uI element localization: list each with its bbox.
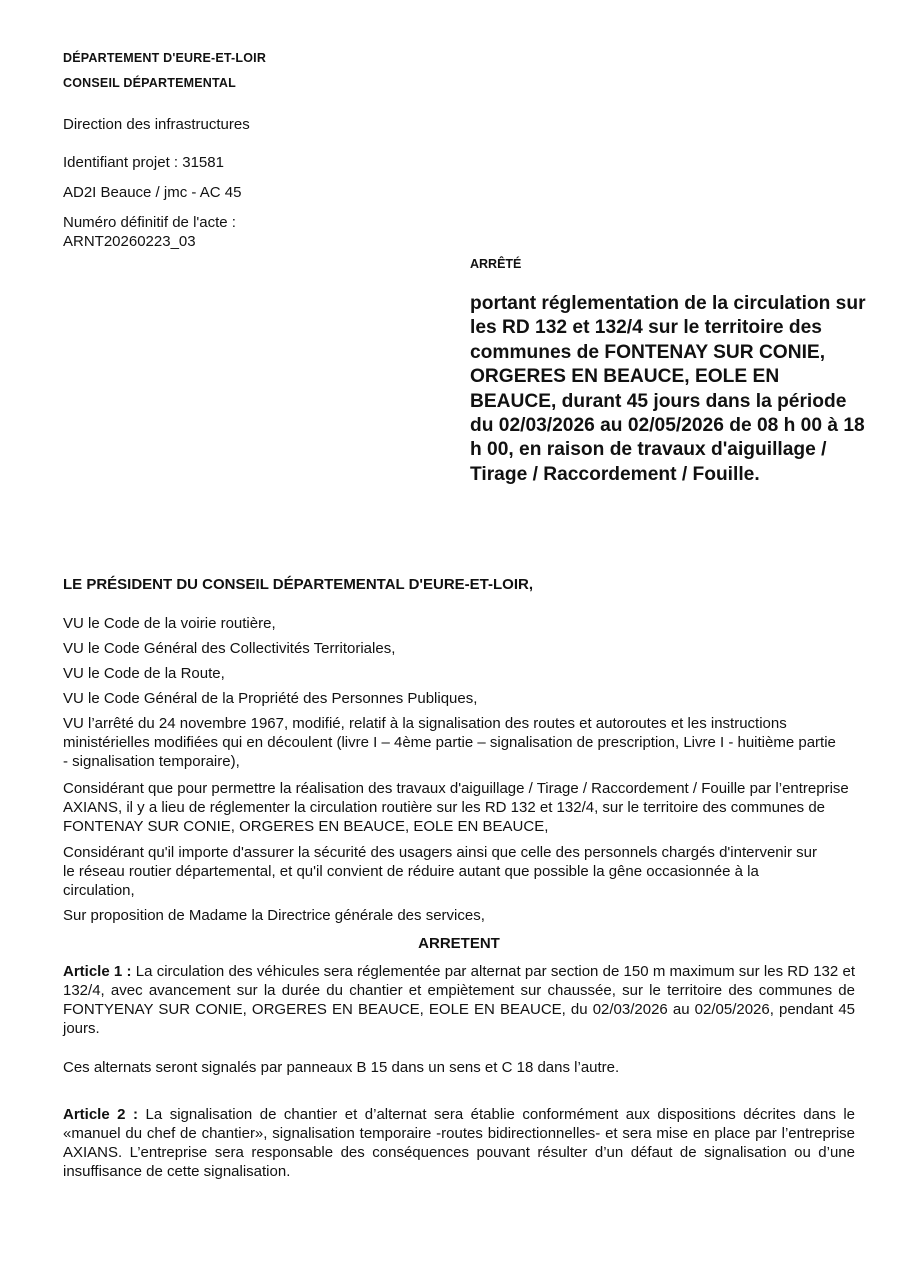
act-number-label: Numéro définitif de l'acte :: [63, 214, 236, 231]
direction: Direction des infrastructures: [63, 116, 250, 133]
consideration-item: VU l’arrêté du 24 novembre 1967, modifié, relatif à la signalisation des routes et autoroutes et les instructions ministérielles modifiées qui en découlent (livre I – 4ème partie – signalisation de prescription, Livre I - huitième partie - signalisation temporaire),: [63, 715, 836, 770]
act-number: ARNT20260223_03: [63, 233, 196, 250]
article-2: [63, 1105, 855, 1181]
consideration-item: VU le Code de la voirie routière,: [63, 615, 276, 632]
consideration-item: VU le Code de la Route,: [63, 665, 225, 682]
arretent-heading: ARRETENT: [418, 935, 500, 952]
article-2-text: La signalisation de chantier et d’alternat sera établie conformément aux dispositions décrites dans le «manuel du chef de chantier», signalisation temporaire -routes bidirectionnelles- et sera mise en place par l’entreprise AXIANS. L’entreprise sera responsable des conséquences pouvant résulter d’un défaut de signalisation ou d’une insuffisance de cette signalisation.: [63, 1106, 855, 1180]
reference: AD2I Beauce / jmc - AC 45: [63, 184, 242, 201]
consideration-item: Sur proposition de Madame la Directrice générale des services,: [63, 907, 485, 924]
project-id: Identifiant projet : 31581: [63, 154, 224, 171]
council-name: CONSEIL DÉPARTEMENTAL: [63, 76, 236, 90]
article-1-signage: Ces alternats seront signalés par panneaux B 15 dans un sens et C 18 dans l’autre.: [63, 1059, 620, 1076]
consideration-item: VU le Code Général de la Propriété des Personnes Publiques,: [63, 690, 478, 707]
consideration-item: VU le Code Général des Collectivités Territoriales,: [63, 640, 396, 657]
article-1-label: Article 1 :: [63, 963, 132, 980]
consideration-item: Considérant que pour permettre la réalisation des travaux d'aiguillage / Tirage / Raccordement / Fouille par l’entreprise AXIANS, il y a lieu de réglementer la circulation routière sur les RD 132 et 132/4, sur le territoire des communes de FONTENAY SUR CONIE, ORGERES EN BEAUCE, EOLE EN BEAUCE,: [63, 780, 849, 835]
consideration-item: Considérant qu'il importe d'assurer la sécurité des usagers ainsi que celle des personnels chargés d'intervenir sur le réseau routier départemental, et qu'il convient de réduire autant que possible la gêne occasionnée à la circulation,: [63, 844, 817, 899]
decree-title: portant réglementation de la circulation sur les RD 132 et 132/4 sur le territoire des communes de FONTENAY SUR CONIE, ORGERES EN BEAUCE, EOLE EN BEAUCE, durant 45 jours dans la période du 02/03/2026 au 02/05/2026 de 08 h 00 à 18 h 00, en raison de travaux d'aiguillage / Tirage / Raccordement / Fouille.: [470, 293, 866, 485]
department-name: DÉPARTEMENT D'EURE-ET-LOIR: [63, 51, 267, 65]
article-1-text: La circulation des véhicules sera réglementée par alternat par section de 150 m maximum sur les RD 132 et 132/4, avec avancement sur la durée du chantier et empiètement sur chaussée, sur le territoire des communes de FONTYENAY SUR CONIE, ORGERES EN BEAUCE, EOLE EN BEAUCE, du 02/03/2026 au 02/05/2026, pendant 45 jours.: [63, 963, 855, 1037]
president-heading: LE PRÉSIDENT DU CONSEIL DÉPARTEMENTAL D'EURE-ET-LOIR,: [63, 576, 533, 593]
article-2-label: Article 2 :: [63, 1106, 139, 1123]
decree-label: ARRÊTÉ: [470, 257, 522, 271]
article-1: [63, 962, 855, 1038]
